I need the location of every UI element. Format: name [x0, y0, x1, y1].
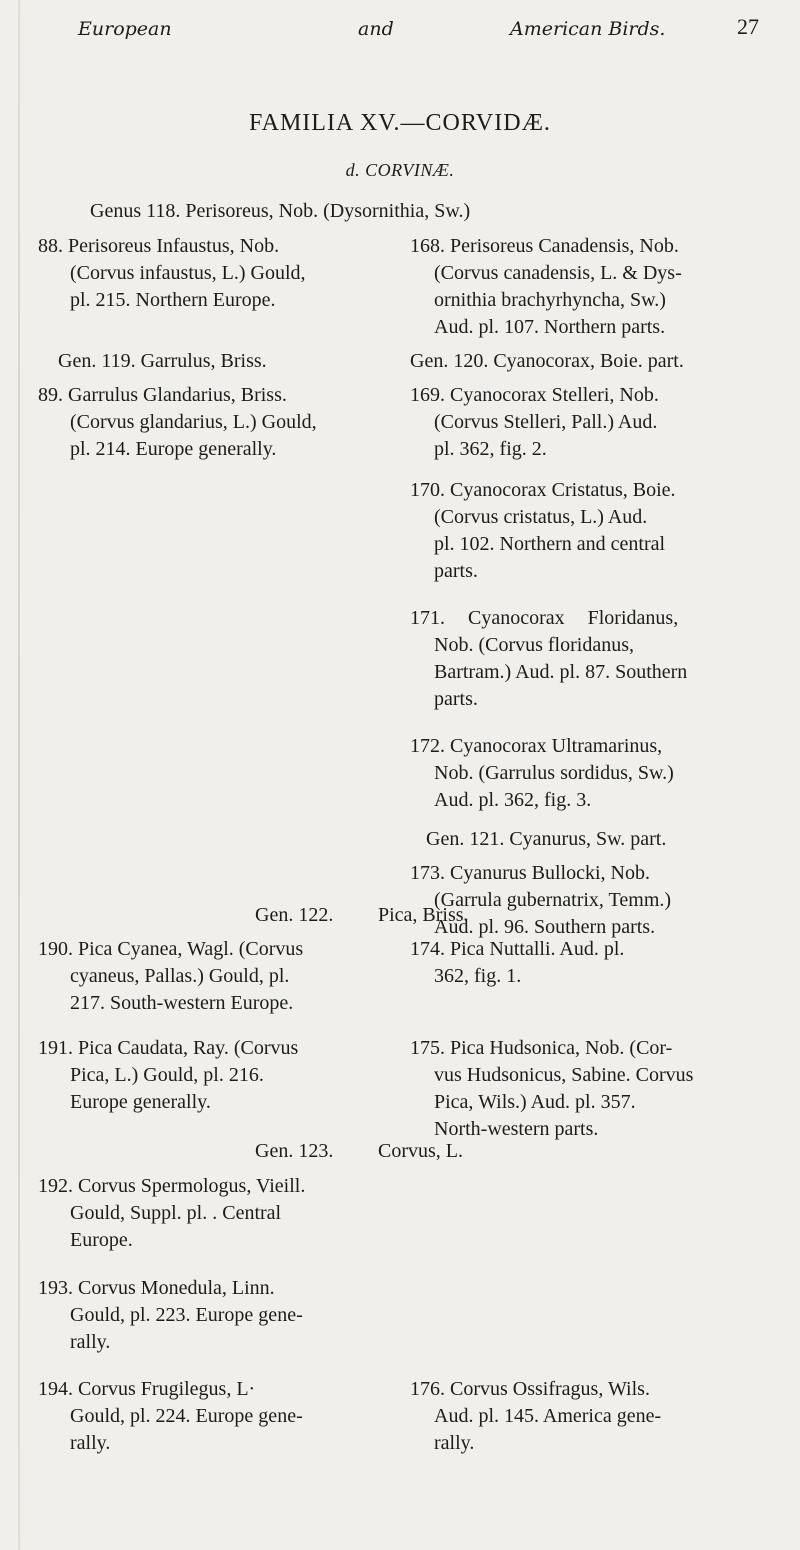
entry-line: Gould, Suppl. pl. . Central — [70, 1202, 282, 1224]
entry-175 — [410, 1035, 693, 1143]
entry-line: 174. Pica Nuttalli. Aud. pl. — [410, 938, 625, 960]
genus-122-name: Pica, Briss. — [378, 904, 469, 926]
running-head-left: European — [78, 18, 172, 40]
entry-line: 170. Cyanocorax Cristatus, Boie. — [410, 479, 676, 501]
entry-line: parts. — [434, 560, 478, 582]
entry-line: cyaneus, Pallas.) Gould, pl. — [70, 965, 290, 987]
entry-line: Bartram.) Aud. pl. 87. Southern — [434, 661, 688, 683]
entry-170 — [410, 477, 676, 585]
entry-line: pl. 362, fig. 2. — [434, 438, 547, 460]
entry-172 — [410, 733, 674, 814]
entry-line: Nob. (Garrulus sordidus, Sw.) — [434, 762, 674, 784]
entry-line: Pica, Wils.) Aud. pl. 357. — [434, 1091, 636, 1113]
entry-190 — [38, 936, 303, 1017]
genus-121-heading: Gen. 121. Cyanurus, Sw. part. — [426, 828, 667, 850]
entry-line: (Corvus infaustus, L.) Gould, — [70, 262, 306, 284]
entry-line: 175. Pica Hudsonica, Nob. (Cor- — [410, 1037, 673, 1059]
running-head — [40, 12, 780, 46]
entry-line: 88. Perisoreus Infaustus, Nob. — [38, 235, 280, 257]
entry-line: 193. Corvus Monedula, Linn. — [38, 1277, 275, 1299]
entry-line: (Corvus glandarius, L.) Gould, — [70, 411, 317, 433]
entry-line: 217. South-western Europe. — [70, 992, 294, 1014]
entry-line: Nob. (Corvus floridanus, — [434, 634, 634, 656]
entry-line: 173. Cyanurus Bullocki, Nob. — [410, 862, 650, 884]
entry-line: (Corvus cristatus, L.) Aud. — [434, 506, 648, 528]
entry-line: rally. — [70, 1331, 111, 1353]
entry-line: vus Hudsonicus, Sabine. Corvus — [434, 1064, 694, 1086]
familia-heading: FAMILIA XV.—CORVIDÆ. — [249, 110, 551, 136]
entry-line: pl. 102. Northern and central — [434, 533, 666, 555]
entry-168 — [410, 233, 682, 341]
entry-line: rally. — [434, 1432, 475, 1454]
entry-line: 191. Pica Caudata, Ray. (Corvus — [38, 1037, 299, 1059]
subfamily-heading: d. CORVINÆ. — [345, 160, 455, 180]
entry-line: (Corvus canadensis, L. & Dys- — [434, 262, 682, 284]
entry-line: parts. — [434, 688, 478, 710]
entry-line: Europe. — [70, 1229, 133, 1251]
entry-line: pl. 215. Northern Europe. — [70, 289, 276, 311]
entry-line: 176. Corvus Ossifragus, Wils. — [410, 1378, 650, 1400]
entry-line: 89. Garrulus Glandarius, Briss. — [38, 384, 287, 406]
entry-line: ornithia brachyrhyncha, Sw.) — [434, 289, 666, 311]
running-head-right: American Birds. — [510, 18, 666, 40]
entry-line: (Garrula gubernatrix, Temm.) — [434, 889, 672, 911]
entry-line: Aud. pl. 362, fig. 3. — [434, 789, 592, 811]
running-head-middle: and — [358, 18, 394, 40]
entry-191 — [38, 1035, 298, 1116]
entry-line: 168. Perisoreus Canadensis, Nob. — [410, 235, 679, 257]
entry-169 — [410, 382, 659, 463]
entry-193 — [38, 1275, 303, 1356]
entry-line: 362, fig. 1. — [434, 965, 522, 987]
page-number: 27 — [737, 14, 759, 39]
entry-174 — [410, 936, 624, 990]
entry-171 — [410, 605, 687, 713]
entry-line: Europe generally. — [70, 1091, 211, 1113]
entry-line: North-western parts. — [434, 1118, 599, 1140]
entry-line: Aud. pl. 96. Southern parts. — [434, 916, 656, 938]
entry-line: Aud. pl. 107. Northern parts. — [434, 316, 666, 338]
genus-120-heading: Gen. 120. Cyanocorax, Boie. part. — [410, 350, 684, 372]
genus-123-heading: Gen. 123. — [255, 1140, 334, 1162]
entry-173 — [410, 860, 671, 941]
genus-118-heading: Genus 118. Perisoreus, Nob. (Dysornithia, Sw.) — [90, 200, 471, 222]
entry-line: 190. Pica Cyanea, Wagl. (Corvus — [38, 938, 304, 960]
entry-line: 192. Corvus Spermologus, Vieill. — [38, 1175, 306, 1197]
entry-192 — [38, 1173, 305, 1254]
entry-line: 172. Cyanocorax Ultramarinus, — [410, 735, 663, 757]
genus-123-name: Corvus, L. — [378, 1140, 463, 1162]
entry-line: pl. 214. Europe generally. — [70, 438, 277, 460]
entry-line: 194. Corvus Frugilegus, L· — [38, 1378, 256, 1400]
entry-194 — [38, 1376, 303, 1457]
entry-line: rally. — [70, 1432, 111, 1454]
entry-line: (Corvus Stelleri, Pall.) Aud. — [434, 411, 658, 433]
entry-line: Aud. pl. 145. America gene- — [434, 1405, 662, 1427]
entry-line: 169. Cyanocorax Stelleri, Nob. — [410, 384, 659, 406]
page-gutter-shadow — [18, 0, 20, 1550]
entry-176 — [410, 1376, 661, 1457]
entry-line: Gould, pl. 224. Europe gene- — [70, 1405, 303, 1427]
entry-line: 171. Cyanocorax Floridanus, — [410, 607, 679, 629]
entry-line: Gould, pl. 223. Europe gene- — [70, 1304, 303, 1326]
entry-89 — [38, 382, 317, 463]
entry-line: Pica, L.) Gould, pl. 216. — [70, 1064, 264, 1086]
genus-122-heading: Gen. 122. — [255, 904, 334, 926]
genus-119-heading: Gen. 119. Garrulus, Briss. — [58, 350, 267, 372]
entry-88 — [38, 233, 306, 314]
